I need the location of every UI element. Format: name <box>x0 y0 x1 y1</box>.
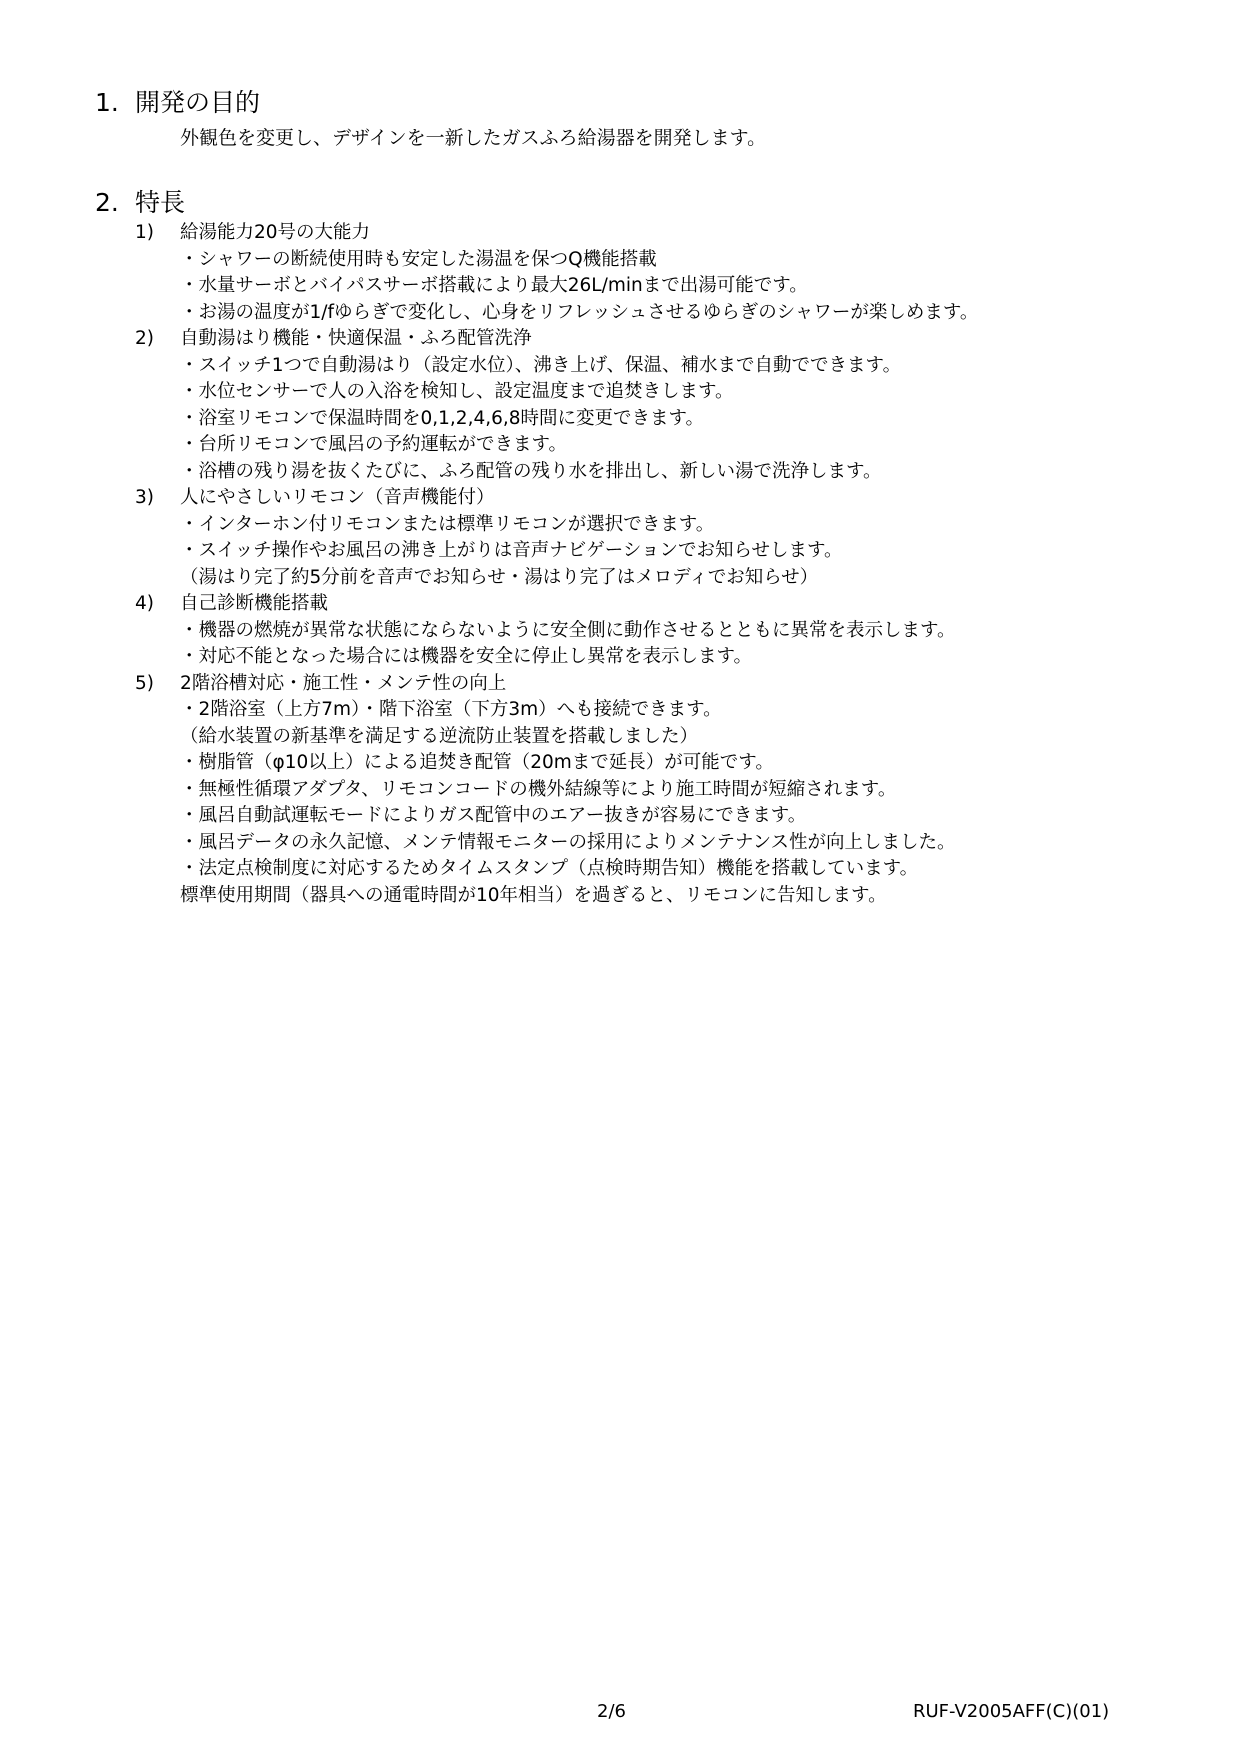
feature-title: 自動湯はり機能・快適保温・ふろ配管洗浄 <box>180 328 532 349</box>
section-title: 開発の目的 <box>135 88 261 117</box>
page-number: 2/6 <box>597 1701 626 1722</box>
feature-number: 5) <box>135 672 154 694</box>
feature-item <box>0 326 1240 485</box>
section-number: 2. <box>95 188 119 217</box>
feature-line: ・風呂自動試運転モードによりガス配管中のエアー抜きが容易にできます。 <box>180 805 807 826</box>
feature-line: 標準使用期間（器具への通電時間が10年相当）を過ぎると、リモコンに告知します。 <box>180 884 887 906</box>
feature-line: ・お湯の温度が1/fゆらぎで変化し、心身をリフレッシュさせるゆらぎのシャワーが楽しめます。 <box>180 301 979 323</box>
feature-number: 1) <box>135 222 154 243</box>
feature-line: ・台所リモコンで風呂の予約運転ができます。 <box>180 434 568 455</box>
feature-item <box>0 591 1240 671</box>
feature-line: ・機器の燃焼が異常な状態にならないように安全側に動作させるとともに異常を表示します。 <box>180 619 956 641</box>
feature-line: ・スイッチ操作やお風呂の沸き上がりは音声ナビゲーションでお知らせします。 <box>180 540 843 561</box>
feature-title: 人にやさしいリモコン（音声機能付） <box>180 487 495 508</box>
feature-title: 自己診断機能搭載 <box>180 593 329 614</box>
section-heading-purpose <box>95 88 260 118</box>
feature-line: ・無極性循環アダプタ、リモコンコードの機外結線等により施工時間が短縮されます。 <box>180 778 897 800</box>
feature-line: ・シャワーの断続使用時も安定した湯温を保つQ機能搭載 <box>180 248 657 270</box>
feature-line: ・樹脂管（φ10以上）による追焚き配管（20mまで延長）が可能です。 <box>180 752 774 773</box>
feature-line: ・インターホン付リモコンまたは標準リモコンが選択できます。 <box>180 513 715 535</box>
purpose-text: 外観色を変更し、デザインを一新したガスふろ給湯器を開発します。 <box>180 127 767 149</box>
feature-title-row <box>0 591 1240 618</box>
feature-line: ・スイッチ1つで自動湯はり（設定水位）、沸き上げ、保温、補水まで自動でできます。 <box>180 354 902 376</box>
features-list <box>0 220 1240 909</box>
feature-title: 2階浴槽対応・施工性・メンテ性の向上 <box>180 672 507 694</box>
feature-line: ・水位センサーで人の入浴を検知し、設定温度まで追焚きします。 <box>180 381 734 402</box>
feature-title-row <box>0 220 1240 247</box>
feature-line: ・法定点検制度に対応するためタイムスタンプ（点検時期告知）機能を搭載しています。 <box>180 858 919 879</box>
feature-line: ・風呂データの永久記憶、メンテ情報モニターの採用によりメンテナンス性が向上しました。 <box>180 831 956 853</box>
section-title: 特長 <box>135 188 186 217</box>
feature-line: ・2階浴室（上方7m）・階下浴室（下方3m）へも接続できます。 <box>180 699 722 720</box>
feature-line: ・浴槽の残り湯を抜くたびに、ふろ配管の残り水を排出し、新しい湯で洗浄します。 <box>180 460 882 482</box>
section-heading-features <box>95 188 185 218</box>
feature-item <box>0 485 1240 591</box>
feature-item <box>0 220 1240 326</box>
feature-item <box>0 671 1240 910</box>
feature-line: ・浴室リモコンで保温時間を0,1,2,4,6,8時間に変更できます。 <box>180 407 705 429</box>
feature-number: 4) <box>135 593 154 614</box>
feature-line: （給水装置の新基準を満足する逆流防止装置を搭載しました） <box>180 725 699 747</box>
feature-number: 2) <box>135 328 154 349</box>
feature-line: ・水量サーボとバイパスサーボ搭載により最大26L/minまで出湯可能です。 <box>180 275 808 296</box>
feature-line: ・対応不能となった場合には機器を安全に停止し異常を表示します。 <box>180 646 753 667</box>
document-code: RUF-V2005AFF(C)(01) <box>913 1701 1110 1722</box>
feature-number: 3) <box>135 487 154 508</box>
section-number: 1. <box>95 88 119 117</box>
feature-title-row <box>0 671 1240 698</box>
feature-line: （湯はり完了約5分前を音声でお知らせ・湯はり完了はメロディでお知らせ） <box>180 566 819 588</box>
feature-title-row <box>0 485 1240 512</box>
feature-title: 給湯能力20号の大能力 <box>180 222 371 243</box>
feature-title-row <box>0 326 1240 353</box>
